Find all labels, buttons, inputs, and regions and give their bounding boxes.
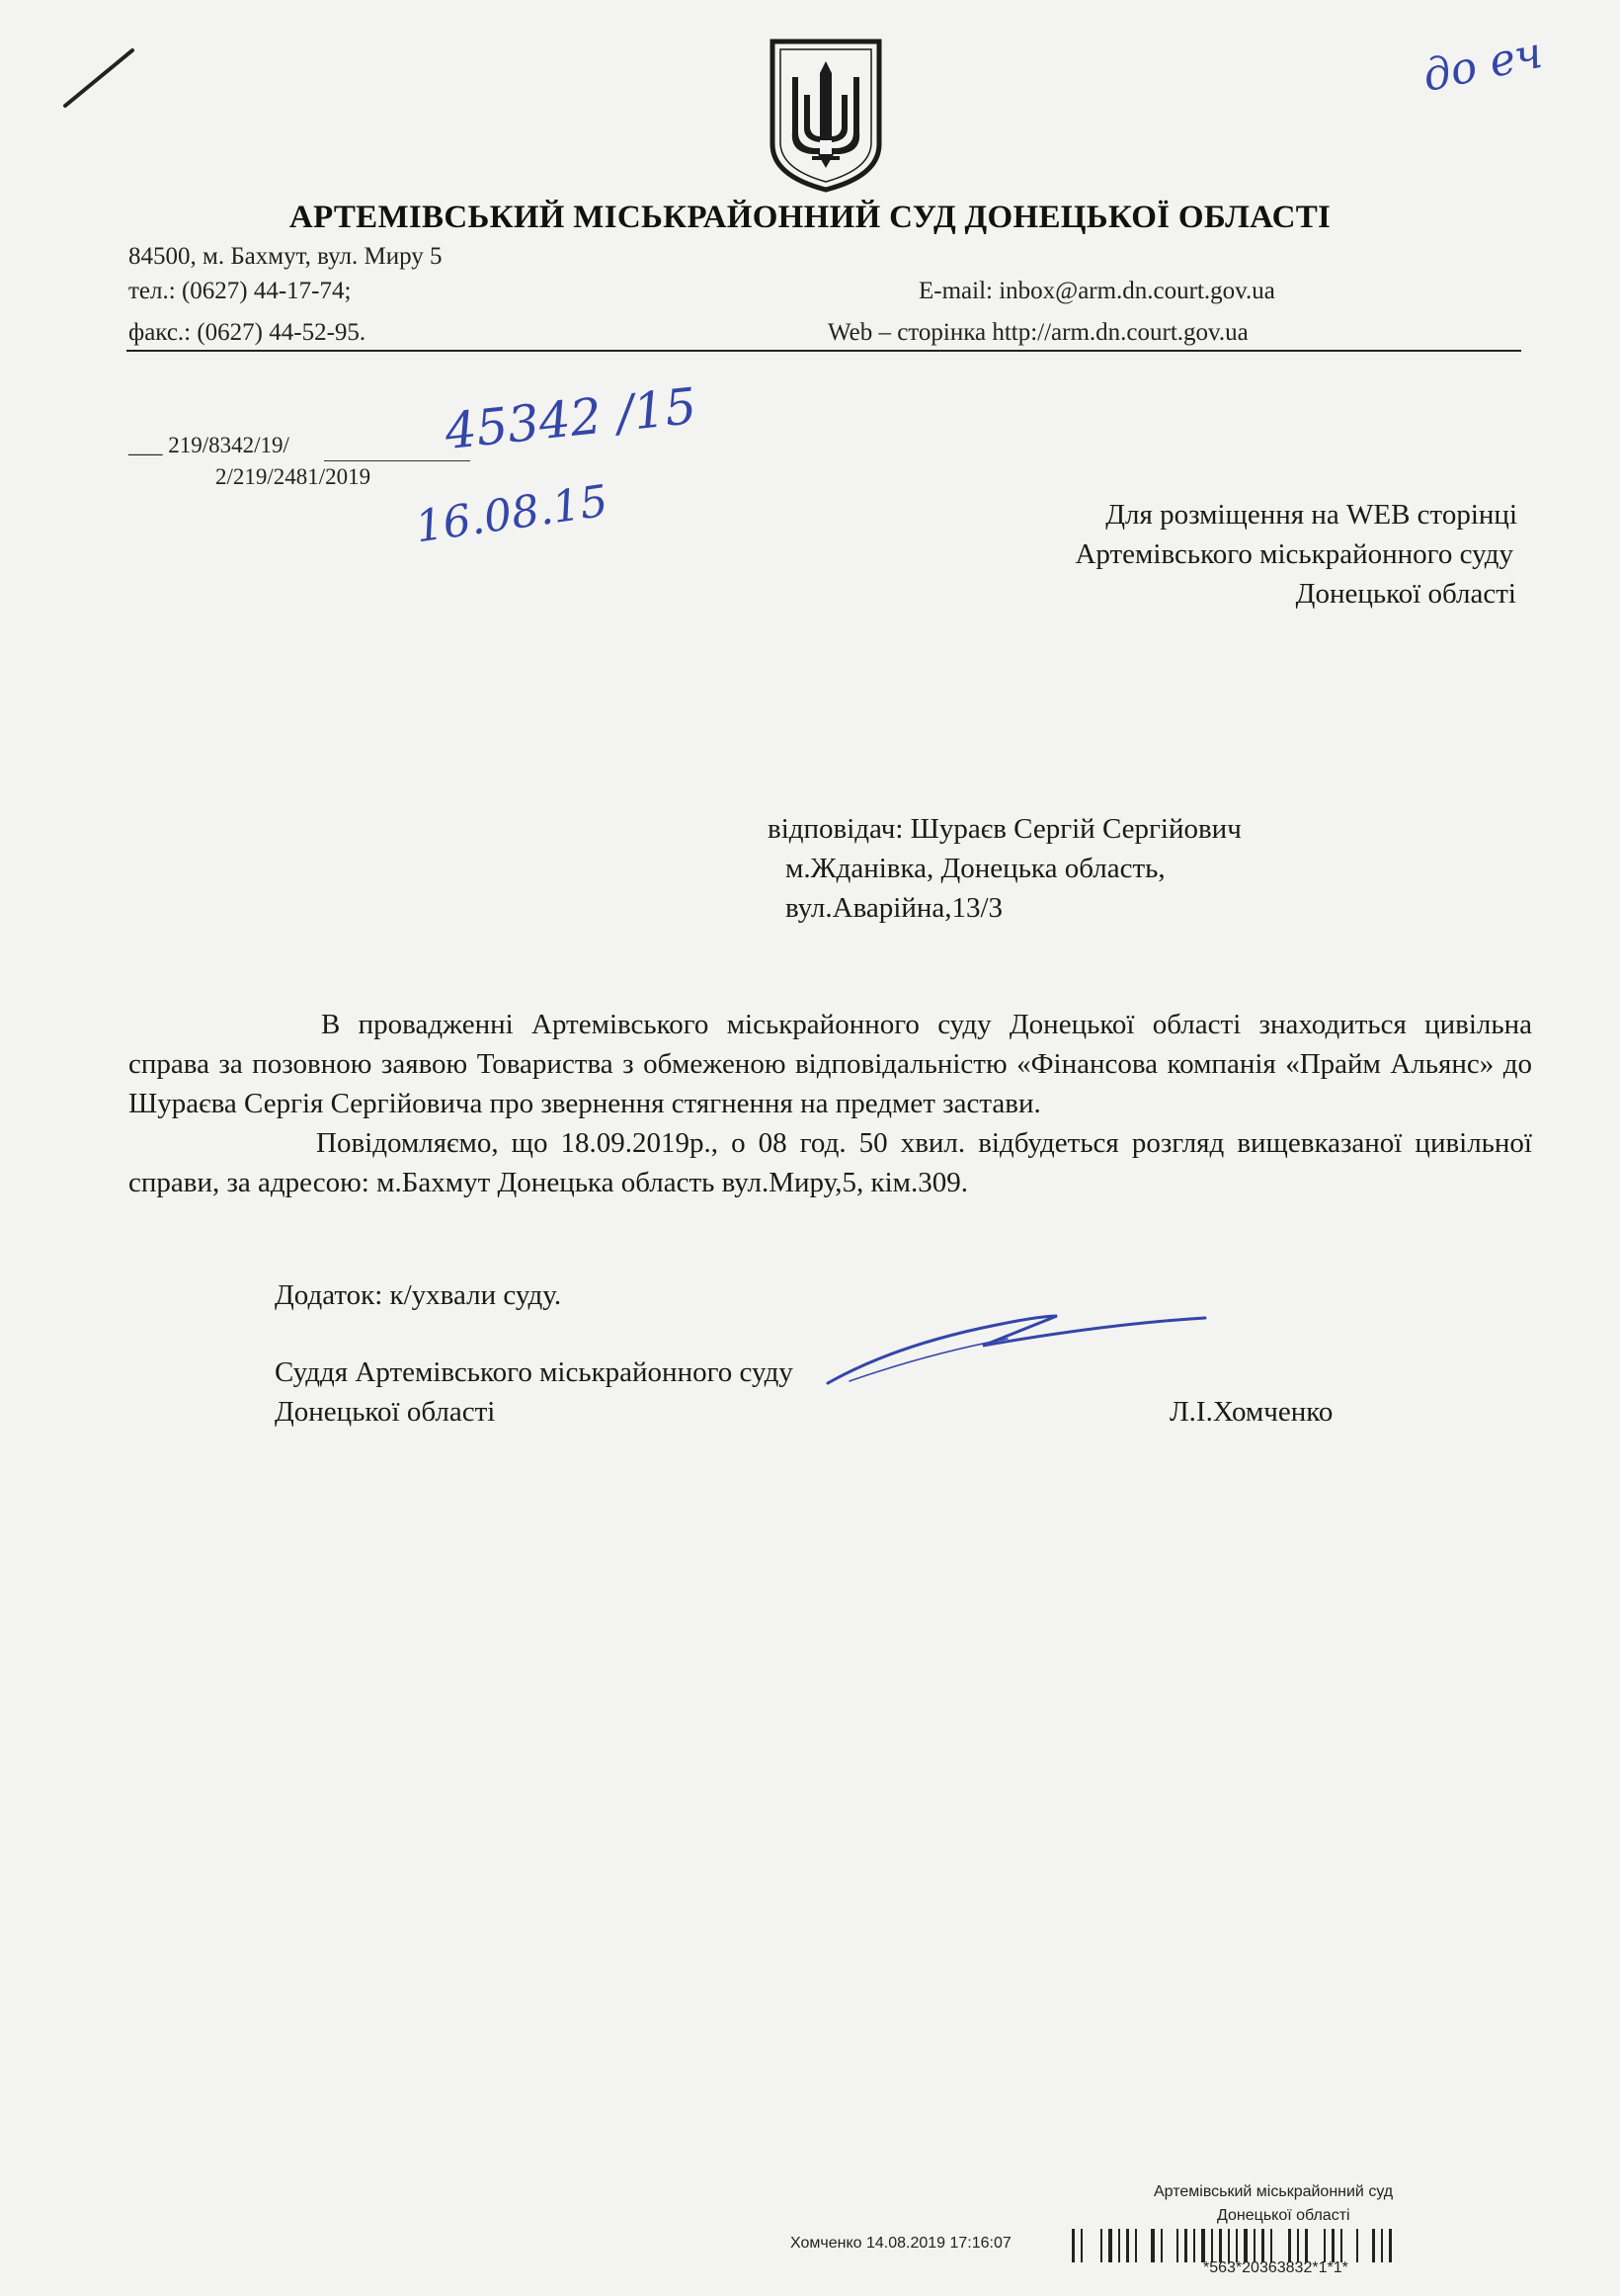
outgoing-number: [128, 433, 289, 458]
handwritten-registration-number: 45342 /15: [442, 376, 699, 461]
header-divider: [126, 350, 1521, 352]
coat-of-arms-icon: [769, 38, 883, 194]
outgoing-number-prefix: ___: [128, 433, 163, 457]
court-title: АРТЕМІВСЬКИЙ МІСЬКРАЙОННИЙ СУД ДОНЕЦЬКОЇ ОБЛАСТІ: [288, 200, 1332, 235]
court-web: Web – сторінка http://arm.dn.court.gov.ua: [828, 319, 1249, 346]
judge-signature: [810, 1294, 1225, 1393]
court-email: E-mail: inbox@arm.dn.court.gov.ua: [919, 278, 1275, 304]
barcode-text: *563*20363832*1*1*: [1203, 2259, 1348, 2276]
barcode: [1072, 2229, 1398, 2262]
destination-line-3: Донецької області: [1295, 578, 1516, 610]
body-paragraph-1: В провадженні Артемівського міськрайонного суду Донецької області знаходиться цивільна справа за позовною заявою Товариства з обмеженою відповідальністю «Фінансова компанія «Прайм Альянс» до Шураєва Сергія Сергійовича про звернення стягнення на предмет застави.: [128, 1009, 1532, 1119]
outgoing-number-line2: 2/219/2481/2019: [215, 464, 371, 489]
letter-body: [128, 1005, 1532, 1202]
stamp-court-line-1: Артемівський міськрайонний суд: [1154, 2183, 1394, 2200]
handwritten-registration-date: 16.08.15: [412, 475, 611, 553]
judge-name: Л.І.Хомченко: [1170, 1396, 1334, 1428]
handwritten-corner-note: до еч: [1418, 27, 1547, 103]
stamp-court-line-2: Донецької області: [1217, 2207, 1350, 2224]
respondent-line-3: вул.Аварійна,13/3: [785, 892, 1004, 924]
attachment-note: Додаток: к/ухвали суду.: [275, 1279, 562, 1311]
court-fax: факс.: (0627) 44-52-95.: [128, 319, 366, 346]
pen-mark: [59, 44, 138, 114]
body-paragraph-2: Повідомляємо, що 18.09.2019р., о 08 год. 50 хвил. відбудеться розгляд вищевказаної цивільної справи, за адресою: м.Бахмут Донецька область вул.Миру,5, кім.309.: [128, 1127, 1532, 1198]
destination-line-1: Для розміщення на WEB сторінці: [1105, 499, 1517, 531]
stamp-author-time: Хомченко 14.08.2019 17:16:07: [790, 2235, 1012, 2252]
destination-line-2: Артемівського міськрайонного суду: [1075, 538, 1513, 570]
signature-position-line-1: Суддя Артемівського міськрайонного суду: [275, 1356, 793, 1388]
court-phone: тел.: (0627) 44-17-74;: [128, 278, 352, 304]
respondent-line-1: відповідач: Шураєв Сергій Сергійович: [768, 813, 1242, 845]
outgoing-number-value: 219/8342/19/: [168, 433, 289, 457]
respondent-line-2: м.Жданівка, Донецька область,: [785, 853, 1166, 884]
signature-position-line-2: Донецької області: [275, 1396, 496, 1428]
court-address: 84500, м. Бахмут, вул. Миру 5: [128, 243, 443, 270]
